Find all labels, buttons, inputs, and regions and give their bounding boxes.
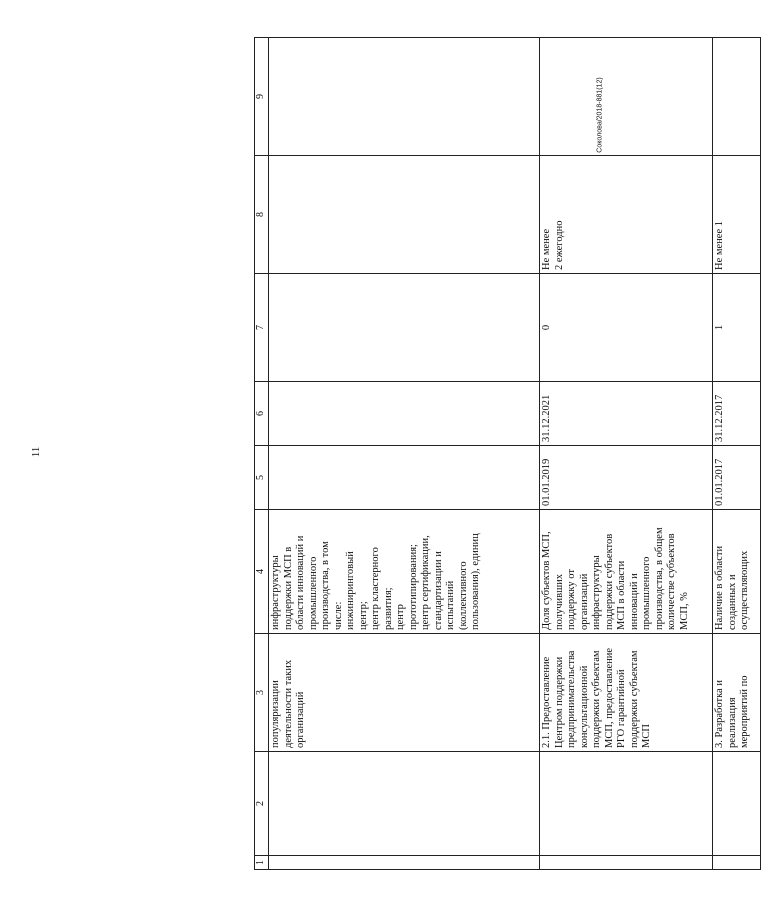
cell-base-value: 1 — [713, 274, 761, 382]
cell-col-2 — [269, 752, 540, 856]
cell-activity: 2.1. Предоставление Центром поддержки предпринимательства консультационной поддержки субъектам МСП, предоставление РГО гарантийной поддержки субъектам МСП — [540, 634, 713, 752]
cell-target-value: Не менее 1 — [713, 156, 761, 274]
cell-col-1 — [713, 856, 761, 870]
cell-target-value — [269, 156, 540, 274]
cell-activity: популяризации деятельности таких организаций — [269, 634, 540, 752]
header-col-7: 7 — [255, 274, 269, 382]
cell-end-date — [269, 382, 540, 446]
cell-col-1 — [269, 856, 540, 870]
header-col-6: 6 — [255, 382, 269, 446]
cell-target-value: Не менее 2 ежегодно — [540, 156, 713, 274]
cell-start-date: 01.01.2017 — [713, 446, 761, 510]
cell-base-value: 0 — [540, 274, 713, 382]
header-col-4: 4 — [255, 510, 269, 634]
header-col-5: 5 — [255, 446, 269, 510]
table-row — [269, 38, 540, 870]
cell-col-9 — [713, 38, 761, 156]
header-row — [255, 38, 269, 870]
cell-base-value — [269, 274, 540, 382]
document-code: Соколова/2018-881(12) — [596, 77, 604, 153]
cell-end-date: 31.12.2021 — [540, 382, 713, 446]
cell-indicator: Доля субъектов МСП, получивших поддержку от организаций инфраструктуры поддержки субъектов МСП в области инноваций и промышленного производства, в общем количестве субъектов МСП, % — [540, 510, 713, 634]
cell-col-2 — [713, 752, 761, 856]
header-col-8: 8 — [255, 156, 269, 274]
cell-col-1 — [540, 856, 713, 870]
cell-indicator: Наличие в области созданных и осуществляющих — [713, 510, 761, 634]
cell-col-2 — [540, 752, 713, 856]
table-row — [713, 38, 761, 870]
cell-start-date — [269, 446, 540, 510]
cell-indicator: инфраструктуры поддержки МСП в области инноваций и промышленного производства, в том числе: инжиниринговый центр; центр кластерного развития; центр прототипирования; центр сертификации, стандартизации и испытаний (коллективного пользования), единиц — [269, 510, 540, 634]
page-number: 11 — [30, 446, 42, 458]
header-col-1: 1 — [255, 856, 269, 870]
header-col-9: 9 — [255, 38, 269, 156]
header-col-3: 3 — [255, 634, 269, 752]
rotated-table-container — [254, 38, 756, 870]
cell-start-date: 01.01.2019 — [540, 446, 713, 510]
cell-col-9 — [540, 38, 713, 156]
cell-end-date: 31.12.2017 — [713, 382, 761, 446]
program-table — [254, 37, 761, 870]
cell-col-9 — [269, 38, 540, 156]
header-col-2: 2 — [255, 752, 269, 856]
table-row — [540, 38, 713, 870]
cell-activity: 3. Разработка и реализация мероприятий по — [713, 634, 761, 752]
